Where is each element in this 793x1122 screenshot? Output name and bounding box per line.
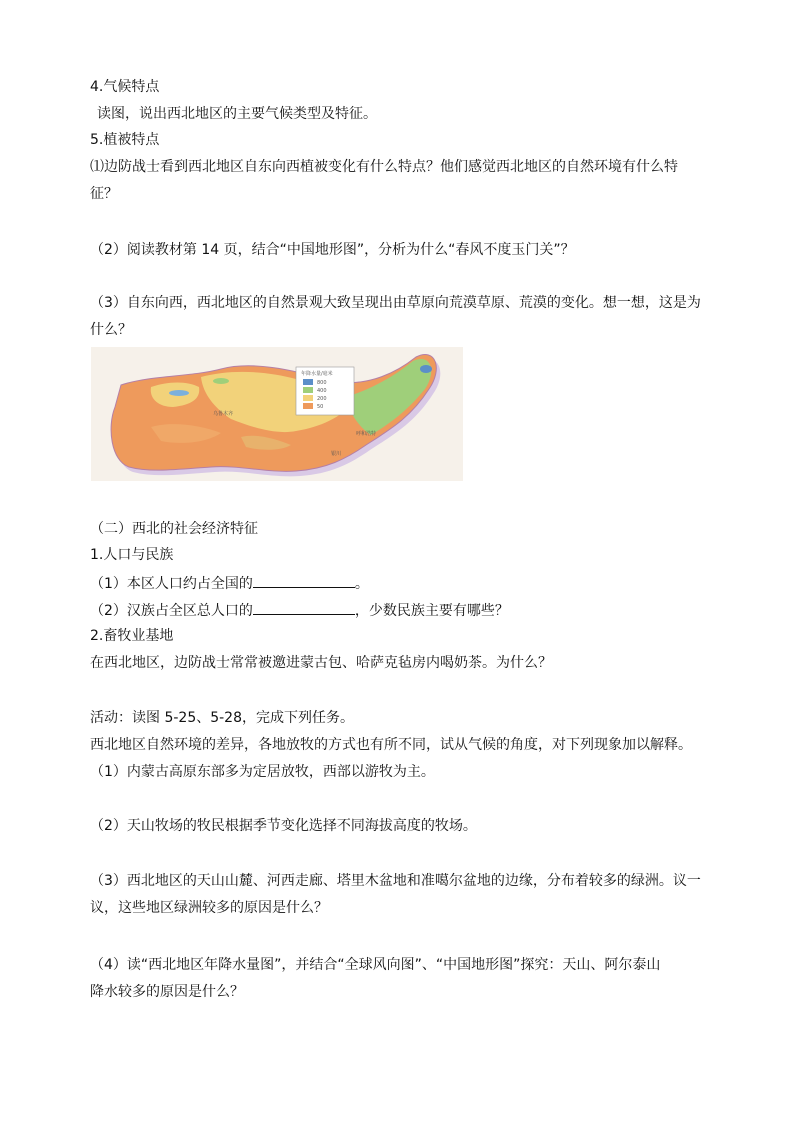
section5-q2: （2）阅读教材第 14 页，结合“中国地形图”，分析为什么“春风不度玉门关”？ [90, 242, 575, 258]
activity-q3-line2: 议，这些地区绿洲较多的原因是什么？ [90, 900, 328, 916]
legend-swatch-400 [303, 387, 313, 393]
legend-swatch-50 [303, 403, 313, 409]
place-label-hohhot: 呼和浩特 [356, 431, 377, 437]
section5-q3-line1: （3）自东向西，西北地区的自然景观大致呈现出由草原向荒漠草原、荒漠的变化。想一想，这是为 [90, 295, 701, 311]
section4-heading: 4.气候特点 [90, 79, 160, 95]
section4-question: 读图，说出西北地区的主要气候类型及特征。 [97, 106, 377, 122]
part2-heading: （二）西北的社会经济特征 [90, 521, 258, 537]
legend-label-800: 800 [317, 380, 327, 386]
part2-sub2-heading: 2.畜牧业基地 [90, 628, 174, 644]
activity-title: 活动：读图 5-25、5-28，完成下列任务。 [90, 710, 354, 726]
part2-sub1-heading: 1.人口与民族 [90, 547, 174, 563]
legend-label-200: 200 [317, 396, 327, 402]
map-legend [296, 367, 354, 415]
activity-intro: 西北地区自然环境的差异，各地放牧的方式也有所不同，试从气候的角度，对下列现象加以解释。 [90, 737, 692, 753]
region-800mm-a [420, 365, 432, 373]
place-label-urumqi: 乌鲁木齐 [213, 411, 234, 417]
section5-q1-line2: 征？ [90, 186, 118, 202]
part2-sub2-question: 在西北地区，边防战士常常被邀进蒙古包、哈萨克毡房内喝奶茶。为什么？ [90, 655, 552, 671]
precipitation-map-figure [91, 347, 463, 481]
section5-q3-line2: 什么？ [90, 322, 132, 338]
answer-blank-2[interactable] [253, 599, 355, 615]
region-800mm-b [169, 390, 189, 396]
activity-q4-line2: 降水较多的原因是什么？ [90, 984, 244, 1000]
part2-sub1-q1 [90, 572, 369, 594]
legend-label-50: 50 [317, 404, 324, 410]
answer-blank-1[interactable] [253, 572, 355, 588]
legend-title: 年降水量/毫米 [301, 371, 333, 377]
part2-sub1-q1-prefix: （1）本区人口约占全国的 [90, 576, 253, 592]
part2-sub1-q1-suffix: 。 [354, 576, 369, 592]
place-label-yinchuan: 银川 [331, 451, 342, 457]
legend-swatch-200 [303, 395, 313, 401]
part2-sub1-q2 [90, 599, 509, 621]
part2-sub1-q2-prefix: （2）汉族占全区总人口的 [90, 603, 253, 619]
legend-swatch-800 [303, 379, 313, 385]
region-400mm-b [213, 378, 229, 384]
part2-sub1-q2-suffix: ，少数民族主要有哪些？ [354, 603, 509, 619]
section5-heading: 5.植被特点 [90, 132, 160, 148]
activity-q4-line1: （4）读“西北地区年降水量图”，并结合“全球风向图”、“中国地形图”探究：天山、阿尔泰山 [90, 957, 661, 973]
activity-q3-line1: （3）西北地区的天山山麓、河西走廊、塔里木盆地和准噶尔盆地的边缘，分布着较多的绿洲。议一 [90, 873, 701, 889]
section5-q1-line1: ⑴边防战士看到西北地区自东向西植被变化有什么特点？他们感觉西北地区的自然环境有什么特 [90, 159, 678, 175]
legend-label-400: 400 [317, 388, 327, 394]
precipitation-map [91, 347, 463, 481]
activity-q1: （1）内蒙古高原东部多为定居放牧，西部以游牧为主。 [90, 764, 435, 780]
activity-q2: （2）天山牧场的牧民根据季节变化选择不同海拔高度的牧场。 [90, 818, 477, 834]
